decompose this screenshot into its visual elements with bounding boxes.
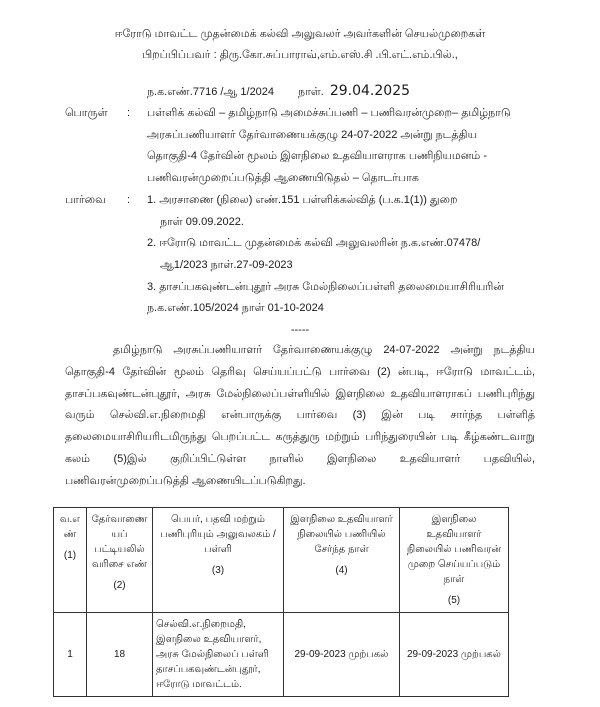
separator: ----- xyxy=(290,324,310,337)
references-section xyxy=(65,190,540,320)
table-header-row xyxy=(54,507,509,612)
header-cell xyxy=(54,507,87,612)
column-number: (2) xyxy=(113,579,126,591)
subject-text xyxy=(147,103,540,190)
subject-section xyxy=(65,103,540,190)
regularization-table xyxy=(53,507,509,697)
subject-colon: : xyxy=(127,107,131,119)
cell-joined-date: 29-09-2023 முற்பகல் xyxy=(284,612,400,696)
cell-name: செல்வி.எ.நிறைமதி, இளநிலை உதவியாளர், அரசு மேல்நிலைப் பள்ளி தாசப்பகவுண்டன்புதூர், ஈரோடு மாவட்டம். xyxy=(153,612,284,696)
cell-rank: 18 xyxy=(87,612,153,696)
reference-item: நாள் 09.09.2022. xyxy=(160,215,244,228)
references-list xyxy=(147,190,540,320)
header-text: வ.எண் xyxy=(59,513,81,540)
reference-number: ந.க.எண்.7716 /ஆ 1/2024 xyxy=(147,86,275,98)
reference-item: ந.க.எண்.105/2024 நாள் 01-10-2024 xyxy=(147,302,324,315)
header-text: இளநிலை உதவியாளர் நிலையில் பணிவரன் முறை செய்யப்படும் நாள் xyxy=(406,513,502,585)
references-colon: : xyxy=(127,193,131,206)
subject-line: பணிவரன்முறைப்படுத்தி ஆணையிடுதல் – தொடர்பாக xyxy=(147,172,419,185)
header-cell xyxy=(87,507,153,612)
reference-item: ஆ1/2023 நாள்.27-09-2023 xyxy=(160,258,293,271)
header-cell xyxy=(153,507,284,612)
reference-item: 3. தாசப்பகவுண்டன்புதூர் அரசு மேல்நிலைப்பள்ளி தலைமையாசிரியரின் xyxy=(147,280,504,293)
header-text: பெயர், பதவி மற்றும் பணிபுரியும் அலுவலகம் / பள்ளி xyxy=(160,513,276,555)
header-cell xyxy=(284,507,400,612)
reference-item: 1. அரசாணை (நிலை) எண்.151 பள்ளிக்கல்வித் (ப.க.1(1)) துறை xyxy=(147,193,458,206)
subject-line: தொகுதி-4 தேர்வின் மூலம் இளநிலை உதவியாளராக பணிநியமனம் - xyxy=(147,150,488,163)
column-number: (1) xyxy=(63,549,77,561)
date-value: 29.04.2025 xyxy=(329,83,411,99)
references-label: பார்வை xyxy=(65,193,106,206)
column-number: (3) xyxy=(211,564,225,576)
subject-line: அரசுப்பணியாளர் தேர்வாணையக்குழு 24-07-2022 அன்று நடத்திய xyxy=(147,128,477,141)
header-text: தேர்வாணையப் பட்டியலில் வரிசை எண் xyxy=(91,513,148,570)
reference-row xyxy=(147,80,600,103)
date-block xyxy=(298,80,410,103)
issuer-line: பிறப்பிப்பவர் : திரு.கோ.சுப்பாராவ்,எம்.எஸ்.சி .பி.எட்.எம்.பில்., xyxy=(142,49,458,61)
column-number: (4) xyxy=(335,564,348,576)
reference-item: 2. ஈரோடு மாவட்ட முதன்மைக் கல்வி அலுவலரின் ந.க.எண்.07478/ xyxy=(147,237,481,250)
subject-line: பள்ளிக் கல்வி – தமிழ்நாடு அமைச்சுப்பணி – பணிவரன்முறை– தமிழ்நாடு xyxy=(147,107,511,119)
subject-label: பொருள் xyxy=(65,107,108,119)
cell-sno: 1 xyxy=(54,612,87,696)
cell-regularized-date: 29-09-2023 முற்பகல் xyxy=(400,612,509,696)
table-row xyxy=(54,612,509,696)
office-title: ஈரோடு மாவட்ட முதன்மைக் கல்வி அலுவலர் அவர்களின் செயல்முறைகள் xyxy=(114,28,486,40)
column-number: (5) xyxy=(447,594,461,606)
order-body xyxy=(65,340,535,493)
order-paragraph: தமிழ்நாடு அரசுப்பணியாளர் தேர்வாணையக்குழு 24-07-2022 அன்று நடத்திய தொகுதி-4 தேர்வின் மூலம் தெரிவு செய்யப்பட்டு பார்வை (2) ன்படி, ஈரோடு மாவட்டம், தாசப்பகவுண்டன்புதூர், அரசு மேல்நிலைப்பள்ளியில் இளநிலை உதவியாளராகப் பணிபுரிந்து வரும் செல்வி.எ.நிறைமதி என்பாருக்கு பார்வை (3) இன் படி சார்ந்த பள்ளித் தலைமையாசிரியரிடமிருந்து பெறப்பட்ட கருத்துரு மற்றும் பரிந்துரையின் படி கீழ்கண்டவாறு கலம் (5)இல் குறிப்பிட்டுள்ள நாளில் இளநிலை உதவியாளர் பதவியில், பணிவரன்முறைப்படுத்தி ஆணையிடப்படுகிறது. xyxy=(65,344,535,487)
header-cell xyxy=(400,507,509,612)
header-text: இளநிலை உதவியாளர் நிலையில் பணியில் சேர்ந்த நாள் xyxy=(290,513,393,555)
date-label: நாள். xyxy=(298,86,324,98)
